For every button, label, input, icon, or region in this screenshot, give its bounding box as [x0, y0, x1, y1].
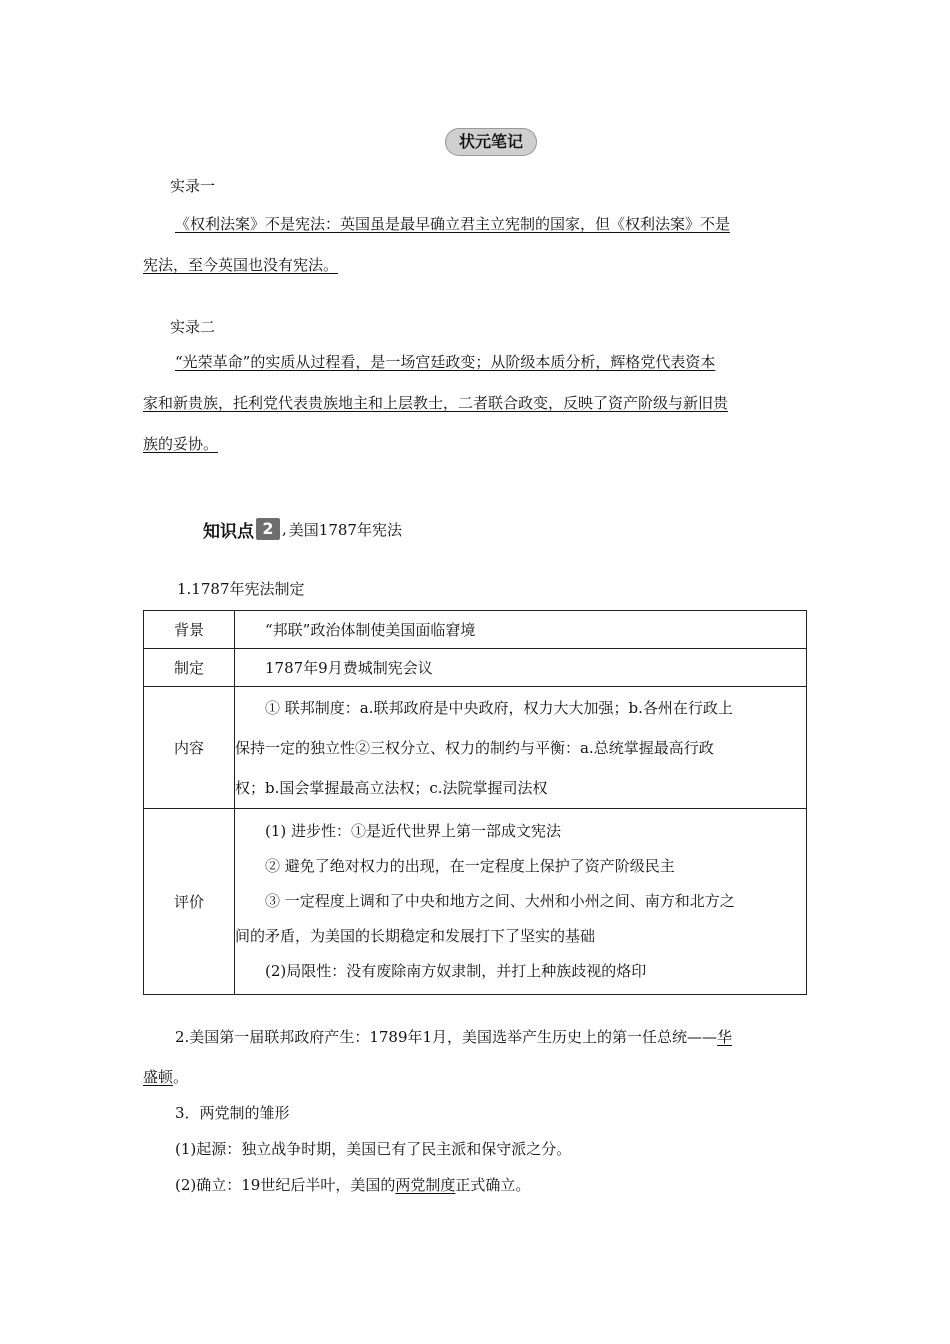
table-row: [144, 687, 807, 809]
section3-heading: 3．两党制的雏形: [175, 1104, 290, 1122]
section3-item2: [175, 1175, 530, 1195]
section3-item2-suffix: 正式确立。: [455, 1176, 531, 1194]
table-key: 制定: [144, 649, 235, 687]
record2-line2: 家和新贵族，托利党代表贵族地主和上层教士，二者联合政变，反映了资产阶级与新旧贵: [143, 394, 729, 412]
table-key: 评价: [144, 809, 235, 995]
table-value-line: ② 避免了绝对权力的出现，在一定程度上保护了资产阶级民主: [265, 857, 675, 875]
table-value-line: “邦联”政治体制使美国面临窘境: [265, 620, 476, 639]
record1-line2: 宪法，至今英国也没有宪法。: [143, 256, 339, 274]
knowledge-number-badge: 2: [256, 518, 280, 540]
section2-line1: [175, 1027, 732, 1047]
table-value: [235, 687, 807, 809]
table-row: [144, 611, 807, 649]
table-value-line: 权；b.国会掌握最高立法权；c.法院掌握司法权: [235, 778, 548, 797]
record1-line1: 《权利法案》不是宪法：英国虽是最早确立君主立宪制的国家，但《权利法案》不是: [175, 215, 731, 233]
knowledge-heading: [203, 516, 402, 542]
section1-heading: 1.1787年宪法制定: [177, 580, 305, 598]
constitution-table: [143, 610, 807, 995]
notes-badge: 状元笔记: [445, 128, 537, 156]
table-value: [235, 649, 807, 687]
table-value-line: ① 联邦制度：a.联邦政府是中央政府，权力大大加强；b.各州在行政上: [265, 698, 733, 717]
table-value-line: 1787年9月费城制宪会议: [265, 658, 433, 677]
section2-line1-text: 2.美国第一届联邦政府产生：1789年1月，美国选举产生历史上的第一任总统——: [175, 1028, 718, 1046]
section3-item1: (1)起源：独立战争时期，美国已有了民主派和保守派之分。: [175, 1140, 572, 1158]
table-key: 内容: [144, 687, 235, 809]
table-value-line: 保持一定的独立性②三权分立、权力的制约与平衡：a.总统掌握最高行政: [235, 738, 714, 757]
two-party-system-term: 两党制度: [395, 1176, 456, 1194]
table-row: [144, 809, 807, 995]
knowledge-title: 知识点: [203, 521, 254, 542]
record2-line3: 族的妥协。: [143, 435, 219, 453]
table-value-line: ③ 一定程度上调和了中央和地方之间、大州和小州之间、南方和北方之: [265, 892, 735, 910]
knowledge-comma: ,: [282, 520, 287, 538]
record2-title: 实录二: [170, 318, 216, 336]
table-row: [144, 649, 807, 687]
table-key: 背景: [144, 611, 235, 649]
table-value: [235, 809, 807, 995]
table-value: [235, 611, 807, 649]
section2-line2: [143, 1067, 188, 1087]
table-value-line: (2)局限性：没有废除南方奴隶制，并打上种族歧视的烙印: [265, 962, 647, 980]
section3-item2-prefix: (2)确立：19世纪后半叶，美国的: [175, 1176, 396, 1194]
record1-title: 实录一: [170, 177, 216, 195]
section2-line2-suffix: 。: [173, 1068, 189, 1086]
table-value-line: (1) 进步性：①是近代世界上第一部成文宪法: [265, 822, 562, 840]
president-name-part2: 盛顿: [143, 1068, 174, 1086]
table-value-line: 间的矛盾，为美国的长期稳定和发展打下了坚实的基础: [235, 927, 596, 945]
record2-line1: “光荣革命”的实质从过程看，是一场宫廷政变；从阶级本质分析，辉格党代表资本: [175, 353, 716, 371]
knowledge-subtitle: 美国1787年宪法: [288, 520, 402, 539]
president-name-part1: 华: [717, 1028, 733, 1046]
